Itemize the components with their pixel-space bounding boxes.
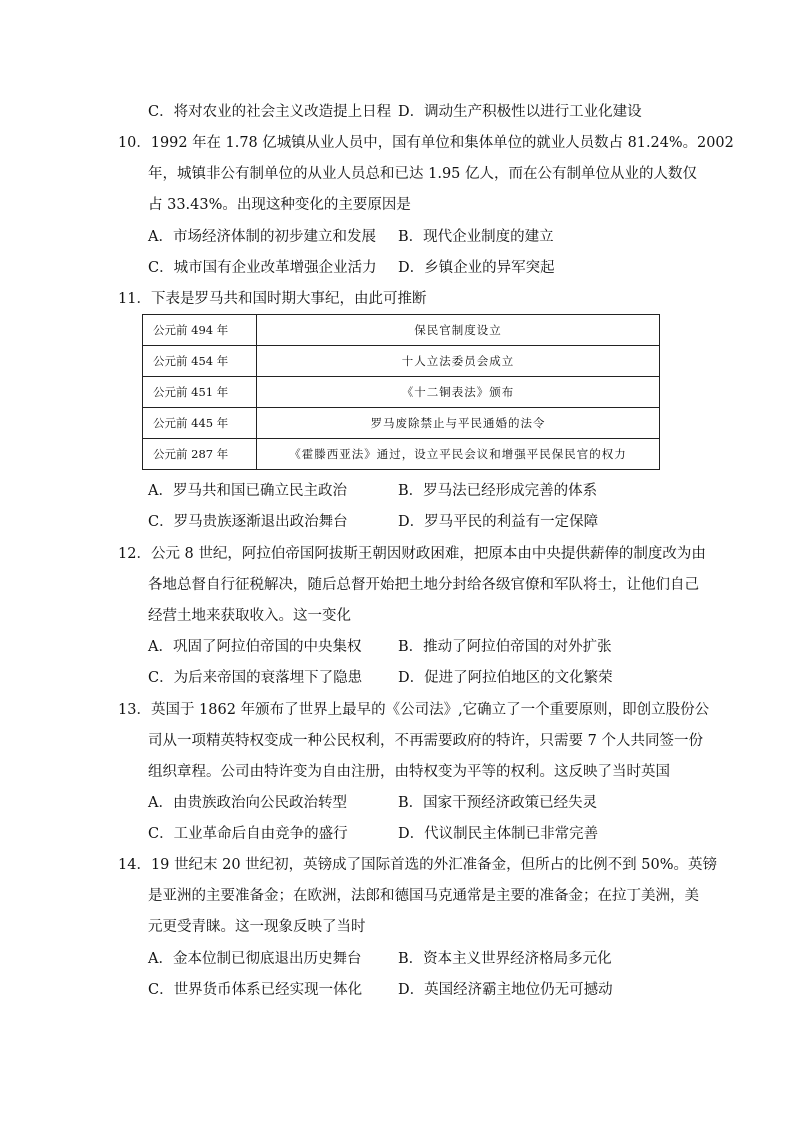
- q11-option-b: B．罗马法已经形成完善的体系: [398, 483, 598, 499]
- q14-option-d: D．英国经济霸主地位仍无可撼动: [398, 982, 613, 998]
- q12-option-b: B．推动了阿拉伯帝国的对外扩张: [398, 639, 612, 655]
- q13-option-a: A．由贵族政治向公民政治转型: [148, 795, 347, 811]
- event-description: 保民官制度设立: [257, 315, 660, 346]
- q9-option-c: C．将对农业的社会主义改造提上日程: [148, 104, 392, 120]
- q11-option-c: C．罗马贵族逐渐退出政治舞台: [148, 514, 348, 530]
- event-year: 公元前 454 年: [143, 346, 257, 377]
- q10-option-a: A．市场经济体制的初步建立和发展: [148, 229, 376, 245]
- table-row: [143, 315, 660, 346]
- q14-option-b: B．资本主义世界经济格局多元化: [398, 951, 612, 967]
- q10-option-d: D．乡镇企业的异军突起: [398, 260, 555, 276]
- q11-stem-line-1: 11．下表是罗马共和国时期大事纪，由此可推断: [118, 291, 427, 307]
- q10-option-b: B．现代企业制度的建立: [398, 229, 554, 245]
- table-row: [143, 408, 660, 439]
- q13-stem-line-3: 组织章程。公司由特许变为自由注册，由特权变为平等的权利。这反映了当时英国: [148, 764, 670, 780]
- table-row: [143, 439, 660, 470]
- q10-stem-line-2: 年，城镇非公有制单位的从业人员总和已达 1.95 亿人，而在公有制单位从业的人数仅: [148, 166, 698, 182]
- q14-stem-line-3: 元更受青睐。这一现象反映了当时: [148, 919, 366, 935]
- q10-stem-line-1: 10．1992 年在 1.78 亿城镇从业人员中，国有单位和集体单位的就业人员数占 81.24%。2002: [118, 135, 734, 151]
- table-row: [143, 377, 660, 408]
- table-row: [143, 346, 660, 377]
- q12-stem-line-1: 12．公元 8 世纪，阿拉伯帝国阿拔斯王朝因财政困难，把原本由中央提供薪俸的制度改为由: [118, 546, 706, 562]
- event-year: 公元前 445 年: [143, 408, 257, 439]
- q14-option-c: C．世界货币体系已经实现一体化: [148, 982, 363, 998]
- q12-stem-line-3: 经营土地来获取收入。这一变化: [148, 608, 351, 624]
- event-year: 公元前 494 年: [143, 315, 257, 346]
- q14-stem-line-2: 是亚洲的主要准备金；在欧洲，法郎和德国马克通常是主要的准备金；在拉丁美洲，美: [148, 888, 699, 904]
- q13-option-b: B．国家干预经济政策已经失灵: [398, 795, 598, 811]
- event-year: 公元前 287 年: [143, 439, 257, 470]
- q13-option-c: C．工业革命后自由竞争的盛行: [148, 826, 348, 842]
- q12-option-d: D．促进了阿拉伯地区的文化繁荣: [398, 670, 613, 686]
- q11-option-a: A．罗马共和国已确立民主政治: [148, 483, 347, 499]
- q13-stem-line-2: 司从一项精英特权变成一种公民权利，不再需要政府的特许，只需要 7 个人共同签一份: [148, 733, 703, 749]
- event-year: 公元前 451 年: [143, 377, 257, 408]
- q10-stem-line-3: 占 33.43%。出现这种变化的主要原因是: [148, 197, 411, 213]
- event-description: 《霍滕西亚法》通过，设立平民会议和增强平民保民官的权力: [257, 439, 660, 470]
- q13-option-d: D．代议制民主体制已非常完善: [398, 826, 599, 842]
- q14-stem-line-1: 14．19 世纪末 20 世纪初，英镑成了国际首选的外汇准备金，但所占的比例不到 50%。英镑: [118, 857, 718, 873]
- event-description: 十人立法委员会成立: [257, 346, 660, 377]
- q12-option-c: C．为后来帝国的衰落埋下了隐患: [148, 670, 363, 686]
- q11-option-d: D．罗马平民的利益有一定保障: [398, 514, 599, 530]
- event-description: 罗马废除禁止与平民通婚的法令: [257, 408, 660, 439]
- q9-option-d: D．调动生产积极性以进行工业化建设: [398, 104, 642, 120]
- q10-option-c: C．城市国有企业改革增强企业活力: [148, 260, 377, 276]
- q12-stem-line-2: 各地总督自行征税解决，随后总督开始把土地分封给各级官僚和军队将士，让他们自己: [148, 577, 699, 593]
- q13-stem-line-1: 13．英国于 1862 年颁布了世界上最早的《公司法》,它确立了一个重要原则，即创立股份公: [118, 702, 710, 718]
- q12-option-a: A．巩固了阿拉伯帝国的中央集权: [148, 639, 362, 655]
- roman-events-table: [142, 314, 660, 470]
- event-description: 《十二铜表法》颁布: [257, 377, 660, 408]
- q14-option-a: A．金本位制已彻底退出历史舞台: [148, 951, 362, 967]
